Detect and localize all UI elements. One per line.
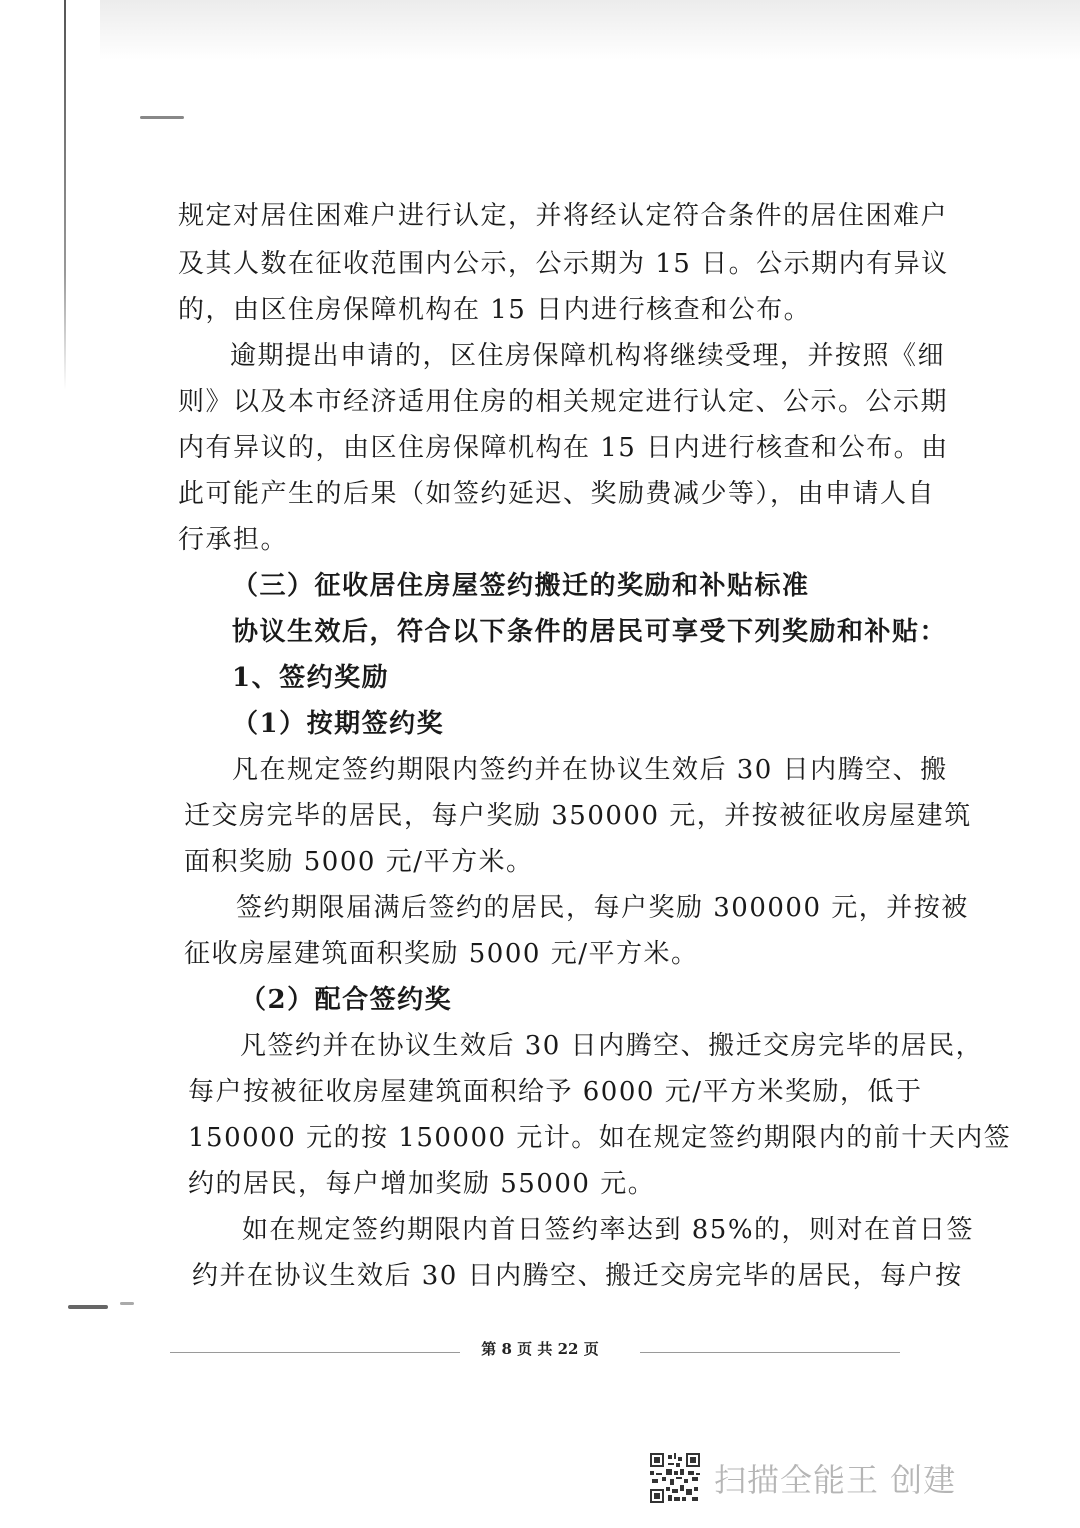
paragraph-line: 逾期提出申请的，区住房保障机构将继续受理，并按照《细 <box>230 341 946 371</box>
paragraph-line: 行承担。 <box>178 525 289 555</box>
paragraph-line: 凡在规定签约期限内签约并在协议生效后 30 日内腾空、搬 <box>232 755 948 785</box>
paragraph-line: 及其人数在征收范围内公示，公示期为 15 日。公示期内有异议 <box>178 249 949 279</box>
paragraph-line: 签约期限届满后签约的居民，每户奖励 300000 元，并按被 <box>236 893 969 923</box>
paragraph-line: 约并在协议生效后 30 日内腾空、搬迁交房完毕的居民，每户按 <box>192 1261 963 1291</box>
subheading: （2）配合签约奖 <box>240 985 453 1015</box>
section-heading: （三）征收居住房屋签约搬迁的奖励和补贴标准 <box>232 571 810 601</box>
paragraph-line: 内有异议的，由区住房保障机构在 15 日内进行核查和公布。由 <box>178 433 949 463</box>
paragraph-line: 的，由区住房保障机构在 15 日内进行核查和公布。 <box>178 295 812 325</box>
scanner-watermark <box>650 1450 956 1506</box>
paragraph-line: 征收房屋建筑面积奖励 5000 元/平方米。 <box>184 939 699 969</box>
paragraph-line: 则》以及本市经济适用住房的相关规定进行认定、公示。公示期 <box>178 387 949 417</box>
paragraph-line: 如在规定签约期限内首日签约率达到 85%的，则对在首日签 <box>242 1215 975 1245</box>
paragraph-line: 面积奖励 5000 元/平方米。 <box>184 847 534 877</box>
paragraph-line: 规定对居住困难户进行认定，并将经认定符合条件的居住困难户 <box>178 201 949 231</box>
paragraph-line: 每户按被征收房屋建筑面积给予 6000 元/平方米奖励，低于 <box>188 1077 923 1107</box>
watermark-text: 扫描全能王 创建 <box>714 1461 957 1499</box>
page-number: 第 8 页 共 22 页 <box>481 1340 599 1358</box>
paragraph-line: 约的居民，每户增加奖励 55000 元。 <box>188 1169 656 1199</box>
paragraph-line: 迁交房完毕的居民，每户奖励 350000 元，并按被征收房屋建筑 <box>184 801 972 831</box>
subheading: （1）按期签约奖 <box>232 709 445 739</box>
paragraph-line: 150000 元的按 150000 元计。如在规定签约期限内的前十天内签 <box>188 1123 1012 1153</box>
subheading: 1、签约奖励 <box>232 663 390 693</box>
paragraph-line: 此可能产生的后果（如签约延迟、奖励费减少等），由申请人自 <box>178 479 936 509</box>
section-intro: 协议生效后，符合以下条件的居民可享受下列奖励和补贴： <box>232 617 948 647</box>
paragraph-line: 凡签约并在协议生效后 30 日内腾空、搬迁交房完毕的居民， <box>240 1031 984 1061</box>
qr-code-icon <box>650 1453 700 1503</box>
